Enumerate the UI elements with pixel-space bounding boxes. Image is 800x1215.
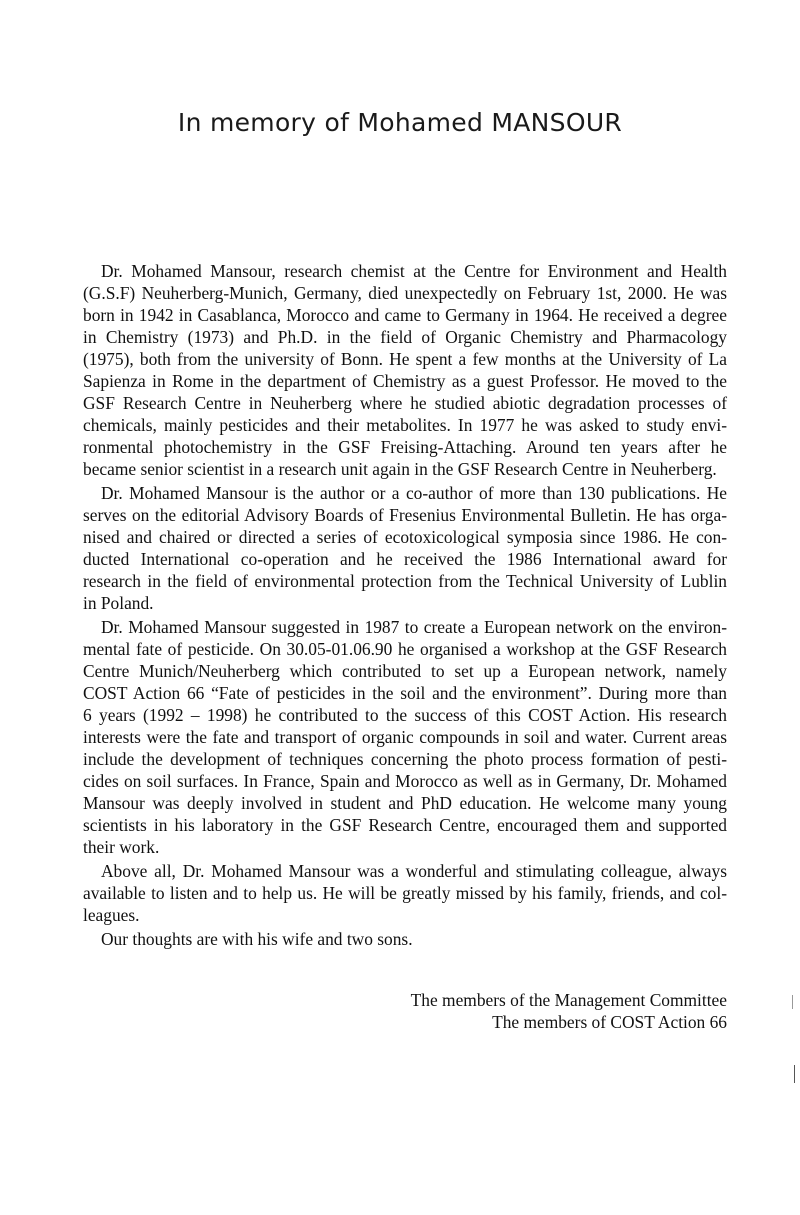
paragraph [83,260,727,480]
text-line: serves on the editorial Advisory Boards of Fresenius Environmental Bulletin. He has orga- [83,505,727,525]
paragraph [83,928,727,950]
text-line: born in 1942 in Casablanca, Morocco and came to Germany in 1964. He received a degree [83,305,727,325]
page-title: In memory of Mohamed MANSOUR [177,108,623,137]
text-line: Dr. Mohamed Mansour is the author or a co-author of more than 130 publications. He [101,483,727,503]
text-line: COST Action 66 “Fate of pesticides in the soil and the environment”. During more than [83,683,727,703]
text-line: (1975), both from the university of Bonn. He spent a few months at the University of La [83,349,727,369]
text-line: 6 years (1992 – 1998) he contributed to the success of this COST Action. His research [83,705,727,725]
scan-mark [794,1065,795,1083]
text-line: in Poland. [83,593,154,613]
text-line: GSF Research Centre in Neuherberg where he studied abiotic degradation processes of [83,393,727,413]
text-line: Dr. Mohamed Mansour suggested in 1987 to create a European network on the environ- [101,617,727,637]
scan-mark [792,995,793,1009]
text-line: leagues. [83,905,140,925]
text-line: their work. [83,837,160,857]
text-line: Our thoughts are with his wife and two sons. [101,929,413,949]
signature-line: The members of the Management Committee [410,990,727,1010]
text-line: ronmental photochemistry in the GSF Freising-Attaching. Around ten years after he [83,437,727,457]
text-line: include the development of techniques concerning the photo process formation of pesti- [83,749,727,769]
signature [411,989,727,1033]
text-line: ducted International co-operation and he received the 1986 International award for [83,549,727,569]
paragraph [83,482,727,614]
text-line: in Chemistry (1973) and Ph.D. in the field of Organic Chemistry and Pharmacology [83,327,727,347]
text-line: nised and chaired or directed a series of ecotoxicological symposia since 1986. He con- [83,527,727,547]
text-line: mental fate of pesticide. On 30.05-01.06.90 he organised a workshop at the GSF Research [83,639,727,659]
text-line: chemicals, mainly pesticides and their metabolites. In 1977 he was asked to study envi- [83,415,727,435]
memorial-text [83,260,727,952]
text-line: Above all, Dr. Mohamed Mansour was a wonderful and stimulating colleague, always [101,861,727,881]
paragraph [83,860,727,926]
paragraph [83,616,727,858]
text-line: available to listen and to help us. He will be greatly missed by his family, friends, and col- [83,883,727,903]
text-line: scientists in his laboratory in the GSF Research Centre, encouraged them and supported [83,815,727,835]
signature-line: The members of COST Action 66 [492,1012,727,1032]
text-line: Dr. Mohamed Mansour, research chemist at the Centre for Environment and Health [101,261,727,281]
text-line: (G.S.F) Neuherberg-Munich, Germany, died unexpectedly on February 1st, 2000. He was [83,283,727,303]
text-line: Sapienza in Rome in the department of Chemistry as a guest Professor. He moved to the [83,371,727,391]
text-line: interests were the fate and transport of organic compounds in soil and water. Current areas [83,727,727,747]
text-line: became senior scientist in a research unit again in the GSF Research Centre in Neuherberg. [83,459,717,479]
text-line: research in the field of environmental protection from the Technical University of Lublin [83,571,727,591]
text-line: Centre Munich/Neuherberg which contributed to set up a European network, namely [83,661,727,681]
text-line: Mansour was deeply involved in student and PhD education. He welcome many young [83,793,727,813]
text-line: cides on soil surfaces. In France, Spain and Morocco as well as in Germany, Dr. Mohamed [83,771,727,791]
